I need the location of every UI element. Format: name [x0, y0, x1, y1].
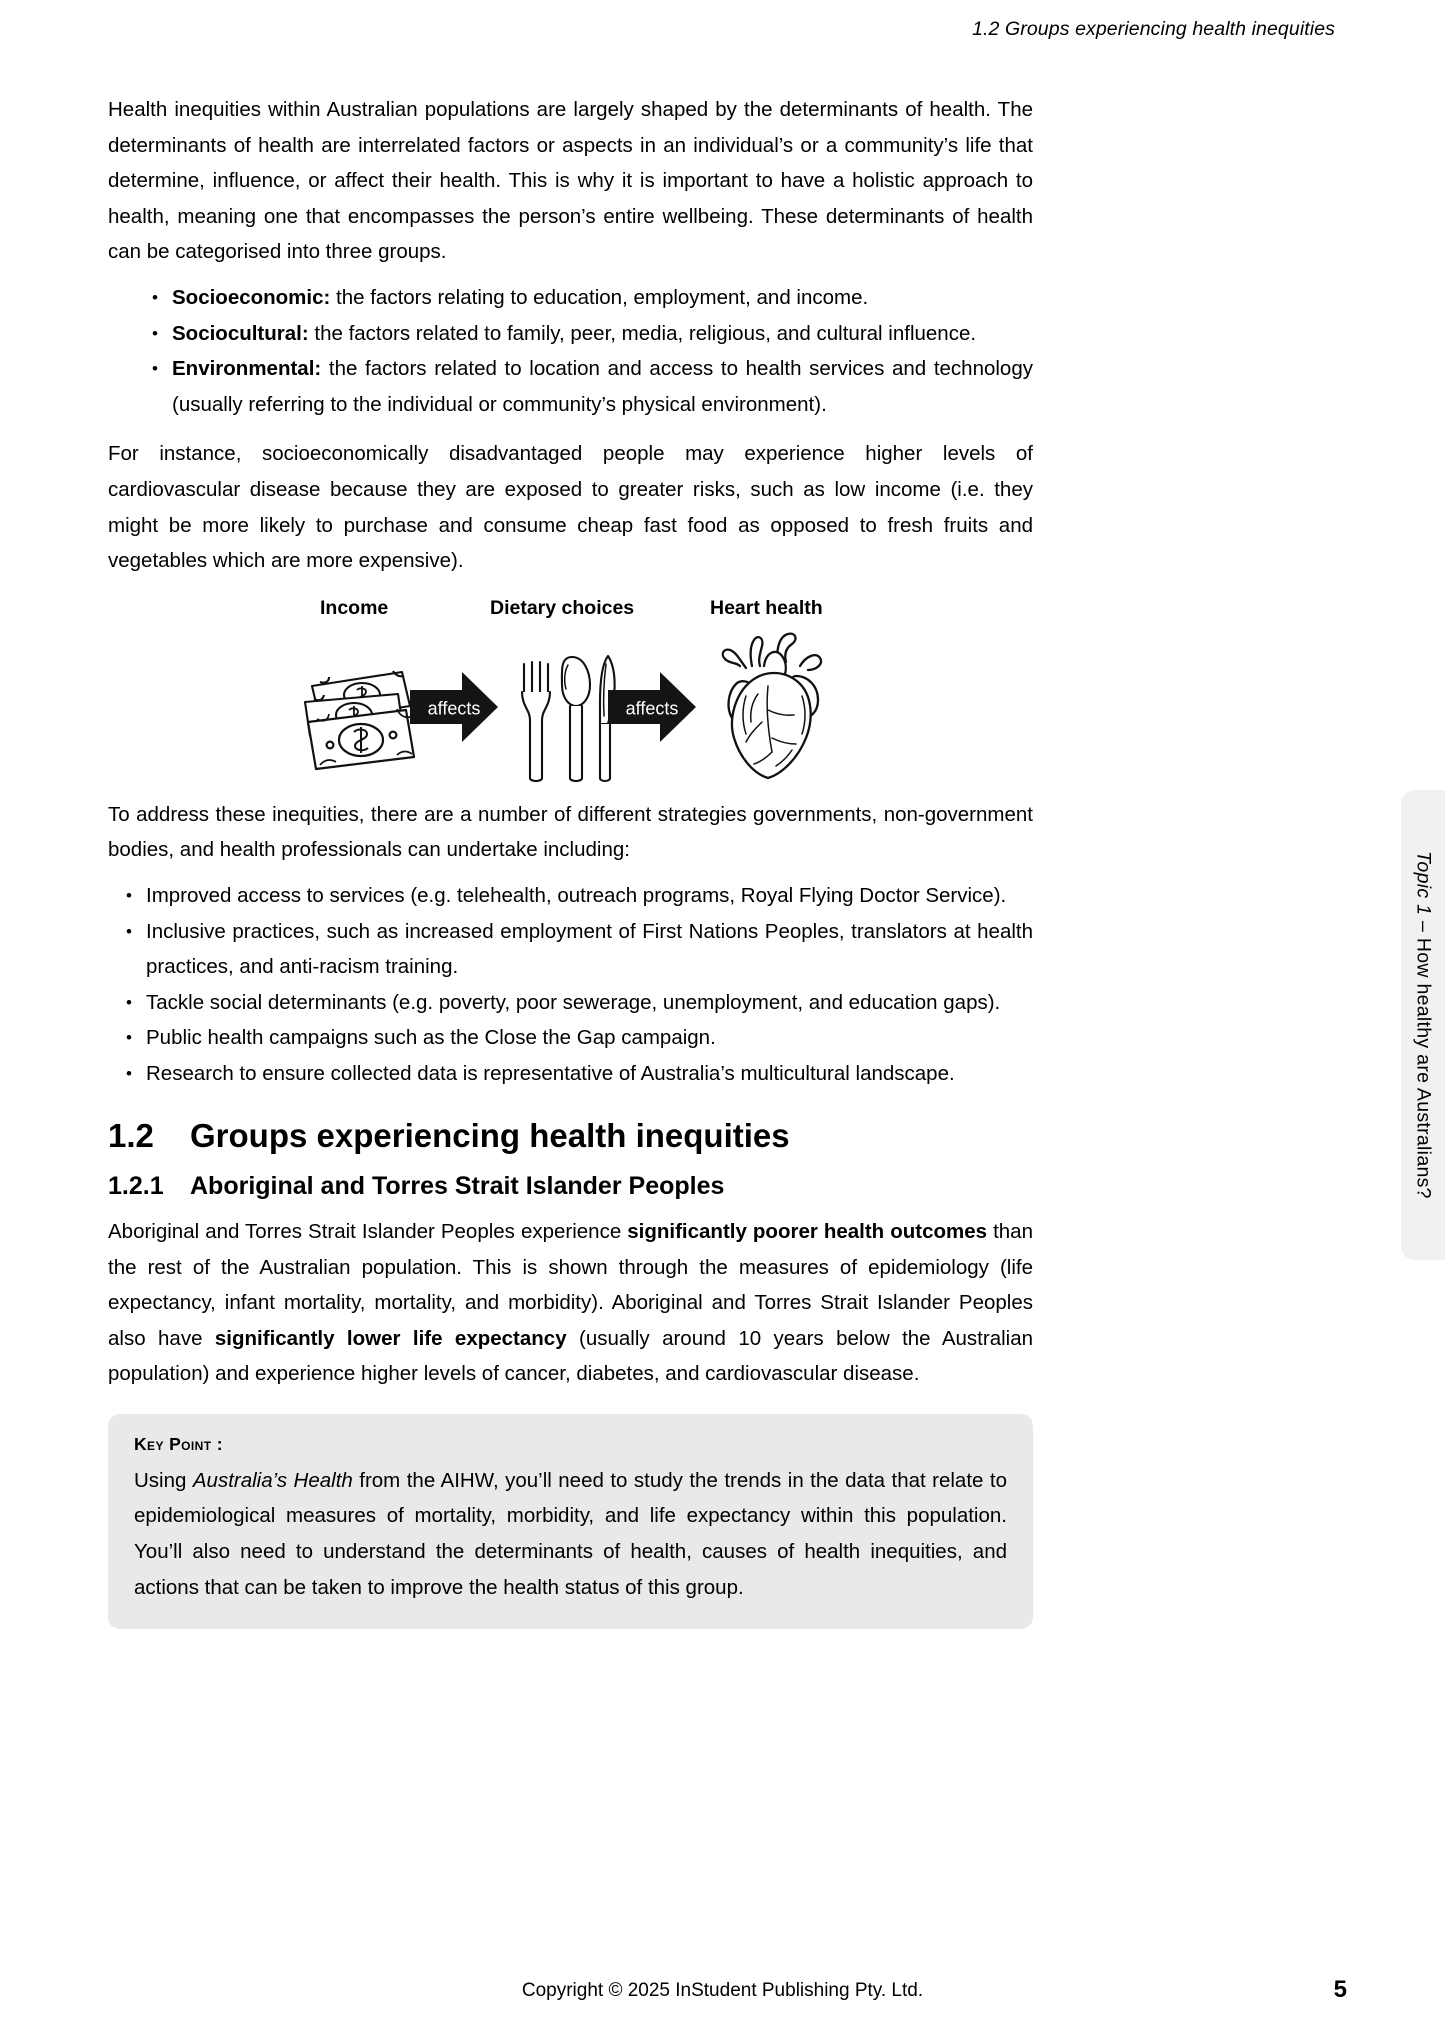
subsection-number: 1.2.1 [108, 1172, 164, 1201]
determinant-text: the factors related to location and access to health services and technology (usually referring to the individual or community’s physical environment). [172, 357, 1033, 416]
list-item: • Public health campaigns such as the Close the Gap campaign. [108, 1020, 1033, 1056]
figure-labels [108, 597, 1033, 629]
section-title: Groups experiencing health inequities [190, 1117, 790, 1155]
section-heading [108, 1117, 1033, 1156]
list-item [142, 316, 1033, 352]
key-point-title: Key Point : [134, 1433, 223, 1454]
key-point-body [134, 1463, 1007, 1605]
running-header: 1.2 Groups experiencing health inequities [972, 18, 1335, 40]
determinants-flow-figure [108, 597, 1033, 787]
list-item: • Research to ensure collected data is representative of Australia’s multicultural landscape. [108, 1056, 1033, 1092]
list-item [142, 280, 1033, 316]
figure-label-income: Income [320, 596, 389, 619]
topic-side-tab-label [1412, 851, 1435, 1199]
list-item [142, 351, 1033, 422]
cutlery-icon [516, 632, 620, 789]
aboriginal-paragraph [108, 1214, 1033, 1392]
arrow-affects-1-label: affects [427, 698, 481, 719]
strategies-list [108, 878, 1033, 1092]
determinant-text: the factors related to family, peer, media, religious, and cultural influence. [308, 321, 977, 345]
example-paragraph: For instance, socioeconomically disadvantaged people may experience higher levels of cardiovascular disease because they are exposed to greater risks, such as low income (i.e. they might be more likely to purchase and consume cheap fast food as opposed to fresh fruits and vegetables which are more expensive). [108, 442, 1033, 573]
figure-label-dietary-choices: Dietary choices [490, 596, 635, 619]
determinant-term: Sociocultural: [172, 321, 309, 345]
key-point-text-1: Using [134, 1468, 193, 1492]
strategies-intro-paragraph: To address these inequities, there are a number of different strategies governments, non-government bodies, and health professionals can undertake including: [108, 802, 1033, 862]
subsection-heading [108, 1172, 1033, 1202]
determinants-list [142, 280, 1033, 422]
list-item: • Improved access to services (e.g. telehealth, outreach programs, Royal Flying Doctor Service). [108, 878, 1033, 914]
aboriginal-text-3: (usually around 10 years below the Australian population) and experience higher levels of cancer, diabetes, and cardiovascular disease. [108, 1326, 1034, 1386]
determinant-term: Environmental: [172, 357, 322, 381]
topic-side-tab-italic: Topic 1 [1412, 851, 1435, 916]
banknotes-icon [298, 656, 418, 779]
determinant-text: the factors relating to education, employment, and income. [330, 285, 869, 309]
section-number: 1.2 [108, 1117, 154, 1155]
figure-row [108, 629, 1033, 787]
heart-icon [706, 626, 830, 787]
subsection-title: Aboriginal and Torres Strait Islander Peoples [190, 1172, 725, 1201]
arrow-affects-2 [608, 670, 696, 749]
figure-label-heart-health: Heart health [710, 596, 823, 619]
key-point-italic: Australia’s Health [192, 1468, 353, 1492]
arrow-affects-2-label: affects [625, 698, 679, 719]
page-content [108, 92, 1033, 1629]
intro-paragraph: Health inequities within Australian populations are largely shaped by the determinants of health. The determinants of health are interrelated factors or aspects in an individual’s or a community’s life that determine, influence, or affect their health. This is why it is important to have a holistic approach to health, meaning one that encompasses the person’s entire wellbeing. These determinants of health can be categorised into three groups. [108, 98, 1033, 264]
footer-copyright: Copyright © 2025 InStudent Publishing Pty. Ltd. [521, 1980, 924, 2001]
topic-side-tab-rest: – How healthy are Australians? [1412, 915, 1435, 1199]
list-item: • Inclusive practices, such as increased employment of First Nations Peoples, translators at health practices, and anti-racism training. [108, 914, 1033, 985]
aboriginal-text-1: Aboriginal and Torres Strait Islander Peoples experience [108, 1219, 628, 1243]
aboriginal-bold-2: significantly lower life expectancy [214, 1326, 567, 1350]
key-point-text-2: from the AIHW, you’ll need to study the trends in the data that relate to epidemiological measures of mortality, morbidity, and life expectancy within this population. You’ll also need to understand the determinants of health, causes of health inequities, and actions that can be taken to improve the health status of this group. [134, 1468, 1007, 1599]
footer-page-number: 5 [1333, 1976, 1347, 2003]
aboriginal-bold-1: significantly poorer health outcomes [627, 1219, 988, 1243]
aboriginal-text-2: than the rest of the Australian population. This is shown through the measures of epidemiology (life expectancy, infant mortality, mortality, and morbidity). Aboriginal and Torres Strait Islander Peoples also have [108, 1219, 1033, 1350]
topic-side-tab [1401, 790, 1445, 1260]
arrow-affects-1 [410, 670, 498, 749]
key-point-box [108, 1414, 1033, 1629]
list-item: • Tackle social determinants (e.g. poverty, poor sewerage, unemployment, and education gaps). [108, 985, 1033, 1021]
determinant-term: Socioeconomic: [172, 285, 331, 309]
